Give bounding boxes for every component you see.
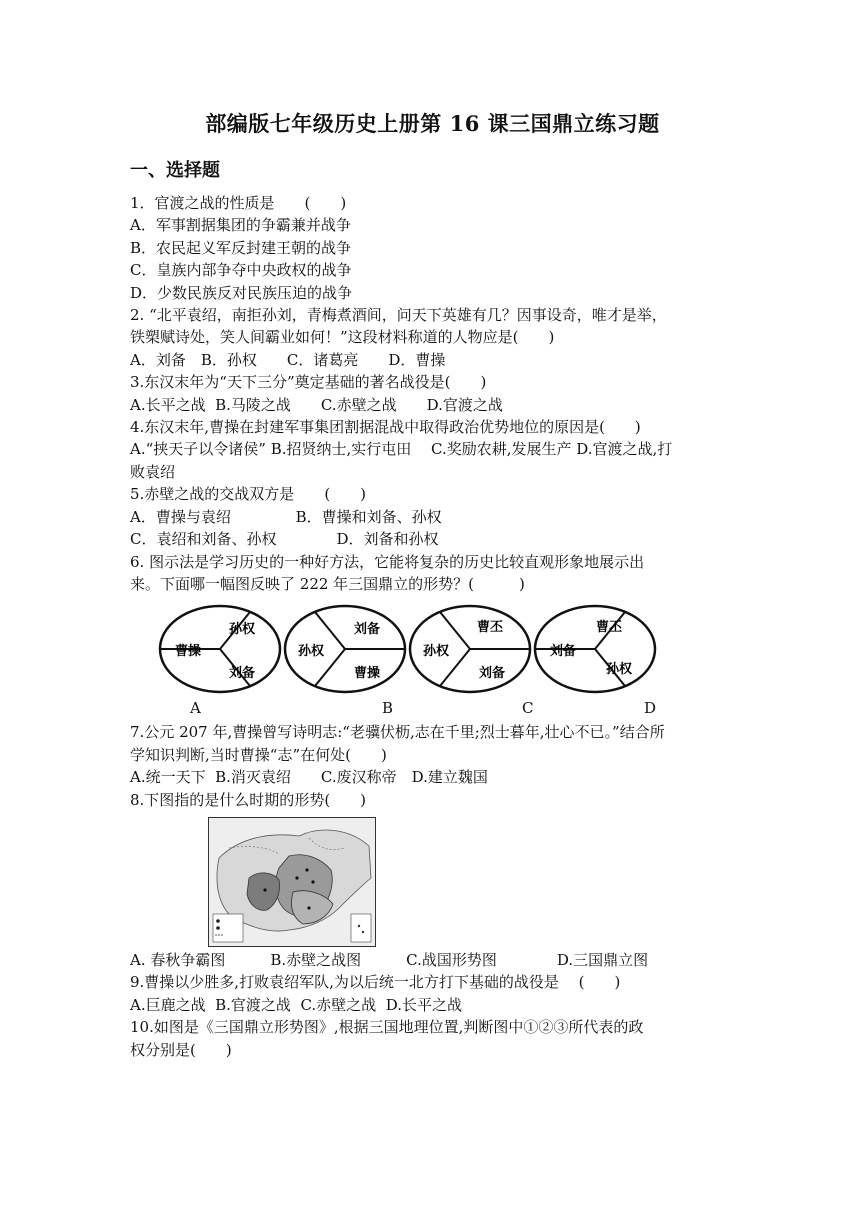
q4-options-line1: A.“挟天子以令诸侯” B.招贤纳士,实行屯田 C.奖励农耕,发展生产 D.官渡之战,打 — [130, 440, 673, 459]
question-6 — [130, 551, 735, 722]
q8-stem: 8.下图指的是什么时期的形势( ) — [130, 790, 367, 809]
pie-letter-a: A — [190, 699, 201, 718]
page-title: 部编版七年级历史上册第 16 课三国鼎立练习题 — [205, 111, 660, 136]
worksheet-page — [130, 108, 735, 1061]
q8-options: A. 春秋争霸图 B.赤壁之战图 C.战国形势图 D.三国鼎立图 — [130, 950, 649, 969]
q7-stem-line2: 学知识判断,当时曹操“志”在何处( ) — [130, 745, 387, 764]
pie-letter-b: B — [382, 699, 394, 718]
pie-a-label-2: 曹操 — [174, 644, 202, 660]
pie-b-label-2: 孙权 — [297, 644, 325, 660]
question-4 — [130, 416, 735, 483]
q9-stem: 9.曹操以少胜多,打败袁绍军队,为以后统一北方打下基础的战役是 ( ) — [130, 973, 621, 992]
pie-a-label-1: 孙权 — [228, 622, 256, 638]
question-9 — [130, 971, 735, 1016]
q2-stem-line2: 铁槊赋诗处，笑人间霸业如何！”这段材料称道的人物应是( ) — [130, 328, 555, 347]
q5-stem: 5.赤壁之战的交战双方是 ( ) — [130, 485, 367, 504]
pie-letter-row — [130, 699, 735, 721]
q9-options: A.巨鹿之战 B.官渡之战 C.赤壁之战 D.长平之战 — [130, 995, 462, 1014]
q1-option-b: B．农民起义军反封建王朝的战争 — [130, 238, 352, 257]
pie-diagrams — [158, 603, 658, 695]
q4-stem: 4.东汉末年,曹操在封建军事集团割据混战中取得政治优势地位的原因是( ) — [130, 418, 641, 437]
pie-d-label-2: 刘备 — [549, 644, 577, 660]
question-1 — [130, 192, 735, 304]
pie-d-label-1: 曹丕 — [595, 620, 623, 636]
pie-c — [410, 606, 530, 692]
section-heading: 一、选择题 — [130, 160, 220, 181]
question-7 — [130, 721, 735, 788]
q5-options-line1: A．曹操与袁绍 B．曹操和刘备、孙权 — [130, 507, 442, 526]
question-2 — [130, 304, 735, 371]
question-8 — [130, 789, 735, 972]
pie-letter-c: C — [522, 699, 534, 718]
q2-options: A．刘备 B．孙权 C．诸葛亮 D．曹操 — [130, 350, 446, 369]
q1-option-a: A．军事割据集团的争霸兼并战争 — [130, 216, 351, 235]
pie-b-label-1: 刘备 — [353, 622, 381, 638]
q7-stem-line1: 7.公元 207 年,曹操曾写诗明志:“老骥伏枥,志在千里;烈士暮年,壮心不已。”结合所 — [130, 723, 665, 742]
q1-option-c: C．皇族内部争夺中央政权的战争 — [130, 261, 352, 280]
pie-c-label-2: 孙权 — [422, 644, 450, 660]
pie-c-label-3: 刘备 — [478, 666, 506, 682]
pie-d-label-3: 孙权 — [605, 662, 633, 678]
three-kingdoms-map-image — [208, 817, 376, 947]
q5-options-line2: C．袁绍和刘备、孙权 D．刘备和孙权 — [130, 530, 439, 549]
q10-stem-line1: 10.如图是《三国鼎立形势图》,根据三国地理位置,判断图中①②③所代表的政 — [130, 1018, 644, 1037]
pie-d — [535, 606, 655, 692]
q6-stem-line2: 来。下面哪一幅图反映了 222 年三国鼎立的形势？( ) — [130, 574, 525, 593]
question-5 — [130, 483, 735, 550]
pie-letter-d: D — [644, 699, 657, 718]
question-10 — [130, 1016, 735, 1061]
pie-b-label-3: 曹操 — [353, 666, 381, 682]
q10-stem-line2: 权分别是( ) — [130, 1040, 232, 1059]
q4-options-line2: 败袁绍 — [130, 462, 176, 481]
map-illustration — [209, 818, 375, 946]
pie-a — [160, 606, 280, 692]
pie-a-label-3: 刘备 — [228, 666, 256, 682]
pie-b — [285, 606, 405, 692]
q1-stem: 1．官渡之战的性质是 ( ) — [130, 194, 347, 212]
question-3 — [130, 371, 735, 416]
q3-stem: 3.东汉末年为“天下三分”奠定基础的著名战役是( ) — [130, 373, 487, 392]
q3-options: A.长平之战 B.马陵之战 C.赤壁之战 D.官渡之战 — [130, 395, 503, 414]
q2-stem-line1: 2. “北平袁绍，南拒孙刘，青梅煮酒间，问天下英雄有几？因事设奇，唯才是举， — [130, 306, 667, 325]
pie-diagram-row — [158, 603, 735, 695]
pie-c-label-1: 曹丕 — [476, 620, 504, 636]
q6-stem-line1: 6. 图示法是学习历史的一种好方法，它能将复杂的历史比较直观形象地展示出 — [130, 552, 645, 571]
q1-option-d: D．少数民族反对民族压迫的战争 — [130, 283, 353, 302]
q7-options: A.统一天下 B.消灭袁绍 C.废汉称帝 D.建立魏国 — [130, 768, 488, 787]
